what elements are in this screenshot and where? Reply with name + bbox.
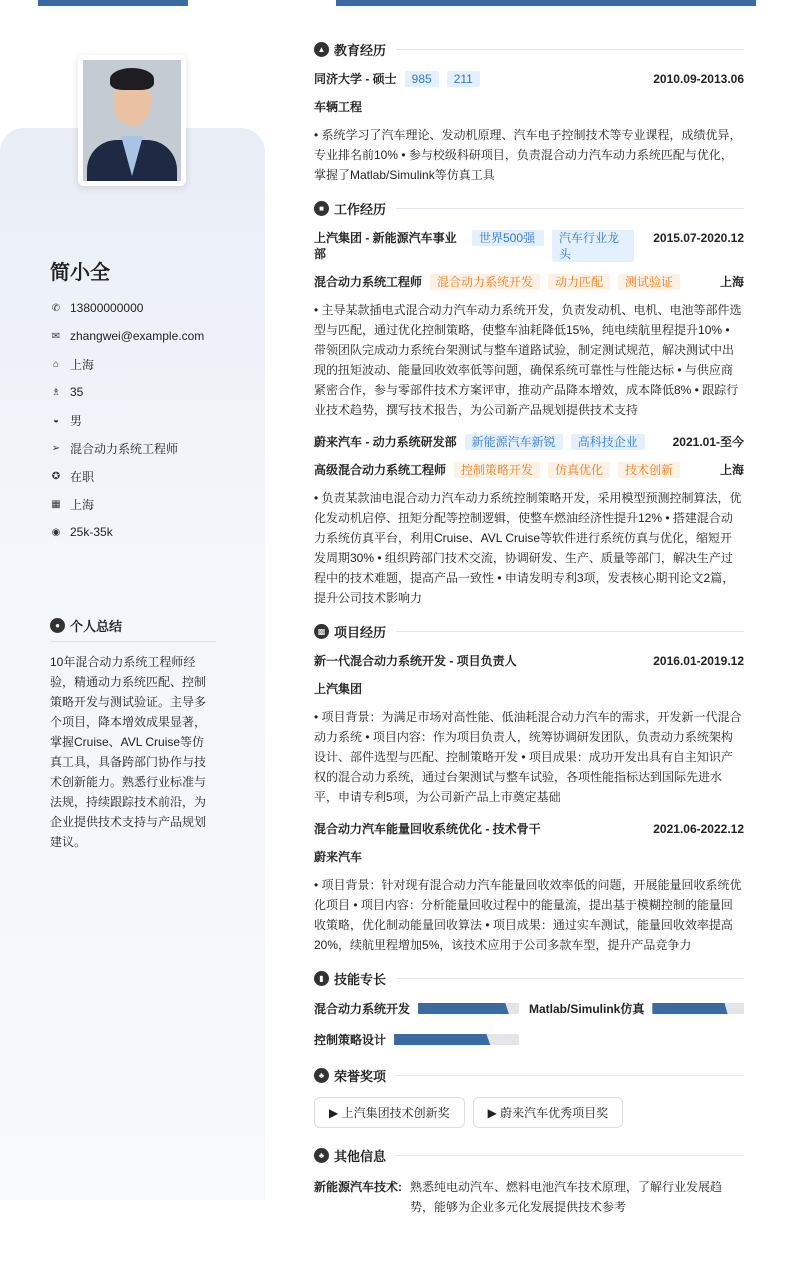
- phone: 13800000000: [70, 301, 144, 315]
- other-section: [314, 1146, 744, 1217]
- info-icon: ♣: [314, 1148, 329, 1163]
- summary-title: 个人总结: [70, 619, 123, 634]
- organization: 上汽集团: [314, 682, 363, 696]
- candidate-name: 简小全: [50, 262, 110, 284]
- summary-text: 10年混合动力系统工程师经验，精通动力系统匹配、控制策略开发与测试验证。主导多个项目，降本增效成果显著，掌握Cruise、AVL Cruise等仿真工具，具备跨部门协作与技术创新能力。熟悉行业标准与法规，持续跟踪技术前沿，为企业提供技术支持与产品规划建议。: [50, 655, 207, 849]
- tag: 211: [447, 71, 480, 87]
- major: 车辆工程: [314, 100, 363, 114]
- tag: 985: [405, 71, 439, 87]
- status-icon: ✪: [51, 470, 61, 482]
- work-item: [314, 434, 744, 608]
- skill-tag: 技术创新: [618, 462, 680, 478]
- skill-name: Matlab/Simulink仿真: [529, 1002, 645, 1016]
- city: 上海: [719, 463, 744, 477]
- skill-bar: [652, 1003, 744, 1014]
- tag: 世界500强: [472, 230, 544, 246]
- date: 2010.09-2013.06: [653, 72, 744, 86]
- project-item: [314, 653, 744, 807]
- section-title: 教育经历: [334, 43, 387, 58]
- education-section: [314, 40, 744, 185]
- gender: 男: [70, 413, 83, 428]
- tag: 新能源汽车新锐: [465, 434, 563, 450]
- salary-icon: ◉: [51, 526, 61, 538]
- skills-section: [314, 969, 744, 1048]
- cake-icon: ♗: [51, 386, 61, 398]
- date: 2016.01-2019.12: [653, 654, 744, 668]
- description: • 项目背景：为满足市场对高性能、低油耗混合动力汽车的需求，开发新一代混合动力系统 • 项目内容：作为项目负责人，统筹协调研发团队，负责动力系统架构设计、部件选型与匹配、控制策略开发 • 项目成果：成功开发出具有自主知识产权的混合动力系统，通过台架测试与整车试验，各项性能指标达到国际先进水平，申请专利5项，为公司新产品上市奠定基础: [314, 710, 742, 804]
- city: 上海: [719, 275, 744, 289]
- user-icon: ●: [50, 618, 65, 633]
- skill-bar: [418, 1003, 519, 1014]
- skill-item: [314, 1000, 529, 1017]
- award-name: 蔚来汽车优秀项目奖: [500, 1106, 609, 1120]
- section-title: 其他信息: [334, 1149, 387, 1164]
- skill-bar: [394, 1034, 519, 1045]
- section-title: 项目经历: [334, 625, 387, 640]
- award-item: [314, 1097, 465, 1128]
- skill-bar-fill: [418, 1003, 509, 1014]
- location: 上海: [70, 357, 95, 372]
- skill-tag: 动力匹配: [548, 274, 610, 290]
- description: • 系统学习了汽车理论、发动机原理、汽车电子控制技术等专业课程，成绩优异，专业排名前10% • 参与校级科研项目，负责混合动力汽车动力系统匹配与优化，掌握了Matlab/Simulink等仿真工具: [314, 128, 742, 182]
- date: 2021.01-至今: [672, 435, 744, 449]
- age: 35: [70, 385, 84, 399]
- awards-section: [314, 1066, 744, 1128]
- main-content: [314, 40, 744, 1217]
- skill-tag: 仿真优化: [548, 462, 610, 478]
- section-title: 技能专长: [334, 972, 387, 987]
- skill-name: 控制策略设计: [314, 1033, 387, 1047]
- date: 2021.06-2022.12: [653, 822, 744, 836]
- target-city: 上海: [70, 497, 95, 512]
- top-accent-left: [38, 0, 188, 6]
- gender-icon: ◒: [52, 414, 60, 426]
- work-item: [314, 230, 744, 420]
- phone-icon: ✆: [51, 302, 61, 314]
- description: • 主导某款插电式混合动力汽车动力系统开发，负责发动机、电机、电池等部件选型与匹配，通过优化控制策略，使整车油耗降低15%，纯电续航里程提升10% • 带领团队完成动力系统台架测试与整车道路试验，制定测试规范，解决测试中出现的扭矩波动、能量回收效率低等问题，确保系统可靠性与性能达标 • 与供应商紧密合作，参与零部件技术方案评审，推动产品降本增效，成本降低8% • 跟踪行业技术趋势，撰写技术报告，为公司新产品规划提供技术支持: [314, 303, 742, 417]
- email: zhangwei@example.com: [70, 329, 205, 343]
- send-icon: ➢: [51, 442, 61, 454]
- position: 混合动力系统工程师: [70, 441, 179, 456]
- email-icon: ✉: [51, 330, 61, 342]
- grid-icon: ▩: [314, 624, 329, 639]
- company: 上汽集团 - 新能源汽车事业部: [314, 231, 457, 261]
- work-section: [314, 199, 744, 608]
- section-title: 工作经历: [334, 202, 387, 217]
- graduation-cap-icon: ▲: [314, 42, 329, 57]
- contact-info: [50, 294, 204, 546]
- chart-icon: ▮: [314, 971, 329, 986]
- other-text: 熟悉纯电动汽车、燃料电池汽车技术原理，了解行业发展趋势，能够为企业多元化发展提供技术参考: [410, 1180, 723, 1214]
- play-icon: ▶: [329, 1106, 342, 1120]
- summary-heading: [50, 616, 216, 642]
- award-item: [473, 1097, 624, 1128]
- briefcase-icon: ■: [314, 201, 329, 216]
- skill-tag: 控制策略开发: [454, 462, 540, 478]
- tag: 汽车行业龙头: [552, 230, 634, 262]
- skill-item: [529, 1000, 744, 1017]
- company: 蔚来汽车 - 动力系统研发部: [314, 435, 457, 449]
- building-icon: ▦: [51, 498, 61, 510]
- play-icon: ▶: [487, 1106, 501, 1120]
- role: 高级混合动力系统工程师: [314, 463, 447, 477]
- organization: 蔚来汽车: [314, 850, 363, 864]
- home-icon: ⌂: [52, 358, 60, 370]
- skill-bar-fill: [394, 1034, 490, 1045]
- top-accent-right: [336, 0, 756, 6]
- section-title: 荣誉奖项: [334, 1069, 387, 1084]
- project-item: [314, 821, 744, 955]
- other-label: 新能源汽车技术:: [314, 1180, 402, 1194]
- description: • 负责某款油电混合动力汽车动力系统控制策略开发，采用模型预测控制算法，优化发动机启停、扭矩分配等控制逻辑，使整车燃油经济性提升12% • 搭建混合动力系统仿真平台，利用Cruise、AVL Cruise等软件进行系统仿真与优化，缩短开发周期30% • 组织跨部门技术交流，协调研发、生产、质量等部门，解决生产过程中的技术难题，提高产品一致性 • 申请发明专利3项，发表核心期刊论文2篇，提升公司技术影响力: [314, 491, 742, 605]
- project-name: 混合动力汽车能量回收系统优化 - 技术骨干: [314, 822, 541, 836]
- school: 同济大学 - 硕士: [314, 72, 397, 86]
- project-name: 新一代混合动力系统开发 - 项目负责人: [314, 654, 517, 668]
- trophy-icon: ♣: [314, 1068, 329, 1083]
- projects-section: [314, 622, 744, 955]
- skill-tag: 混合动力系统开发: [430, 274, 540, 290]
- skill-bar-fill: [652, 1003, 727, 1014]
- avatar: [78, 55, 186, 186]
- description: • 项目背景：针对现有混合动力汽车能量回收效率低的问题，开展能量回收系统优化项目 • 项目内容：分析能量回收过程中的能量流，提出基于模糊控制的能量回收策略，优化制动能量回收算法 • 项目成果：通过实车测试，能量回收效率提高20%，续航里程增加5%，该技术应用于公司多款车型，提升产品竞争力: [314, 878, 742, 952]
- skill-name: 混合动力系统开发: [314, 1002, 411, 1016]
- tag: 高科技企业: [571, 434, 645, 450]
- skill-tag: 测试验证: [618, 274, 680, 290]
- award-name: 上汽集团技术创新奖: [341, 1106, 450, 1120]
- salary: 25k-35k: [70, 525, 113, 539]
- skill-item: [314, 1031, 529, 1048]
- job-status: 在职: [70, 469, 95, 484]
- role: 混合动力系统工程师: [314, 275, 423, 289]
- date: 2015.07-2020.12: [653, 231, 744, 245]
